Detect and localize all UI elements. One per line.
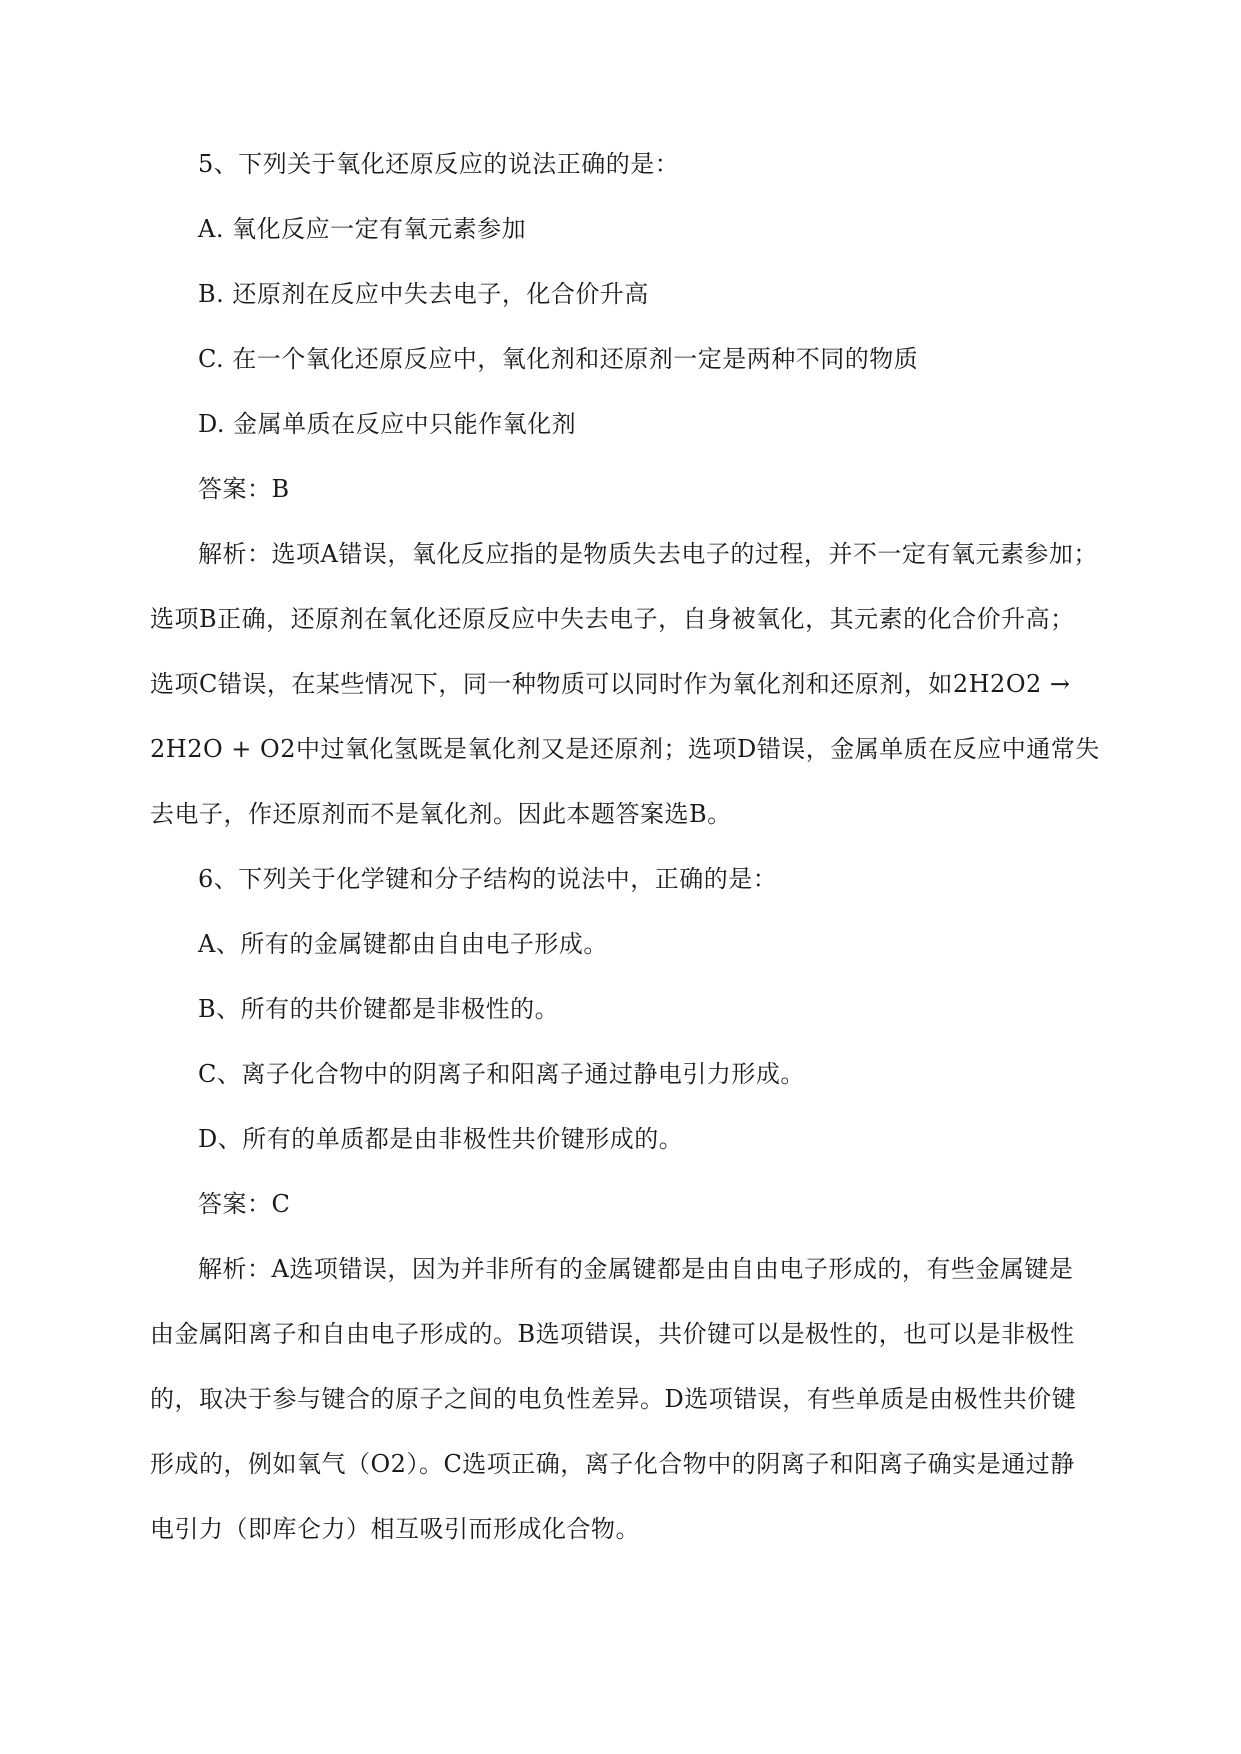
q5-option-b: B. 还原剂在反应中失去电子，化合价升高 [198, 280, 649, 308]
question-6: 6、下列关于化学键和分子结构的说法中，正确的是： [198, 865, 778, 893]
q6-option-a: A、所有的金属键都由自由电子形成。 [198, 930, 608, 958]
q5-answer: 答案：B [198, 475, 290, 503]
q5-option-c: C. 在一个氧化还原反应中，氧化剂和还原剂一定是两种不同的物质 [198, 345, 919, 373]
q6-option-c: C、离子化合物中的阴离子和阳离子通过静电引力形成。 [198, 1060, 805, 1088]
q5-analysis-line-3: 选项C错误，在某些情况下，同一种物质可以同时作为氧化剂和还原剂，如2H2O2 → [150, 670, 1071, 698]
q6-analysis-line-2: 由金属阳离子和自由电子形成的。B选项错误，共价键可以是极性的，也可以是非极性 [150, 1320, 1075, 1348]
q5-analysis-line-5: 去电子，作还原剂而不是氧化剂。因此本题答案选B。 [150, 800, 732, 828]
q6-answer: 答案：C [198, 1190, 291, 1218]
q6-option-d: D、所有的单质都是由非极性共价键形成的。 [198, 1125, 684, 1153]
question-5: 5、下列关于氧化还原反应的说法正确的是： [198, 150, 680, 178]
q6-analysis-line-1: 解析：A选项错误，因为并非所有的金属键都是由自由电子形成的，有些金属键是 [198, 1255, 1074, 1283]
q5-option-a: A. 氧化反应一定有氧元素参加 [198, 215, 527, 243]
q5-analysis-line-4: 2H2O + O2中过氧化氢既是氧化剂又是还原剂；选项D错误，金属单质在反应中通常失 [150, 735, 1100, 763]
q6-option-b: B、所有的共价键都是非极性的。 [198, 995, 560, 1023]
q6-analysis-line-5: 电引力（即库仑力）相互吸引而形成化合物。 [150, 1515, 640, 1543]
q5-option-d: D. 金属单质在反应中只能作氧化剂 [198, 410, 577, 438]
q6-analysis-line-3: 的，取决于参与键合的原子之间的电负性差异。D选项错误，有些单质是由极性共价键 [150, 1385, 1077, 1413]
q5-analysis-line-1: 解析：选项A错误，氧化反应指的是物质失去电子的过程，并不一定有氧元素参加； [198, 540, 1098, 568]
q5-analysis-line-2: 选项B正确，还原剂在氧化还原反应中失去电子，自身被氧化，其元素的化合价升高； [150, 605, 1075, 633]
q6-analysis-line-4: 形成的，例如氧气（O2）。C选项正确，离子化合物中的阴离子和阳离子确实是通过静 [150, 1450, 1075, 1478]
